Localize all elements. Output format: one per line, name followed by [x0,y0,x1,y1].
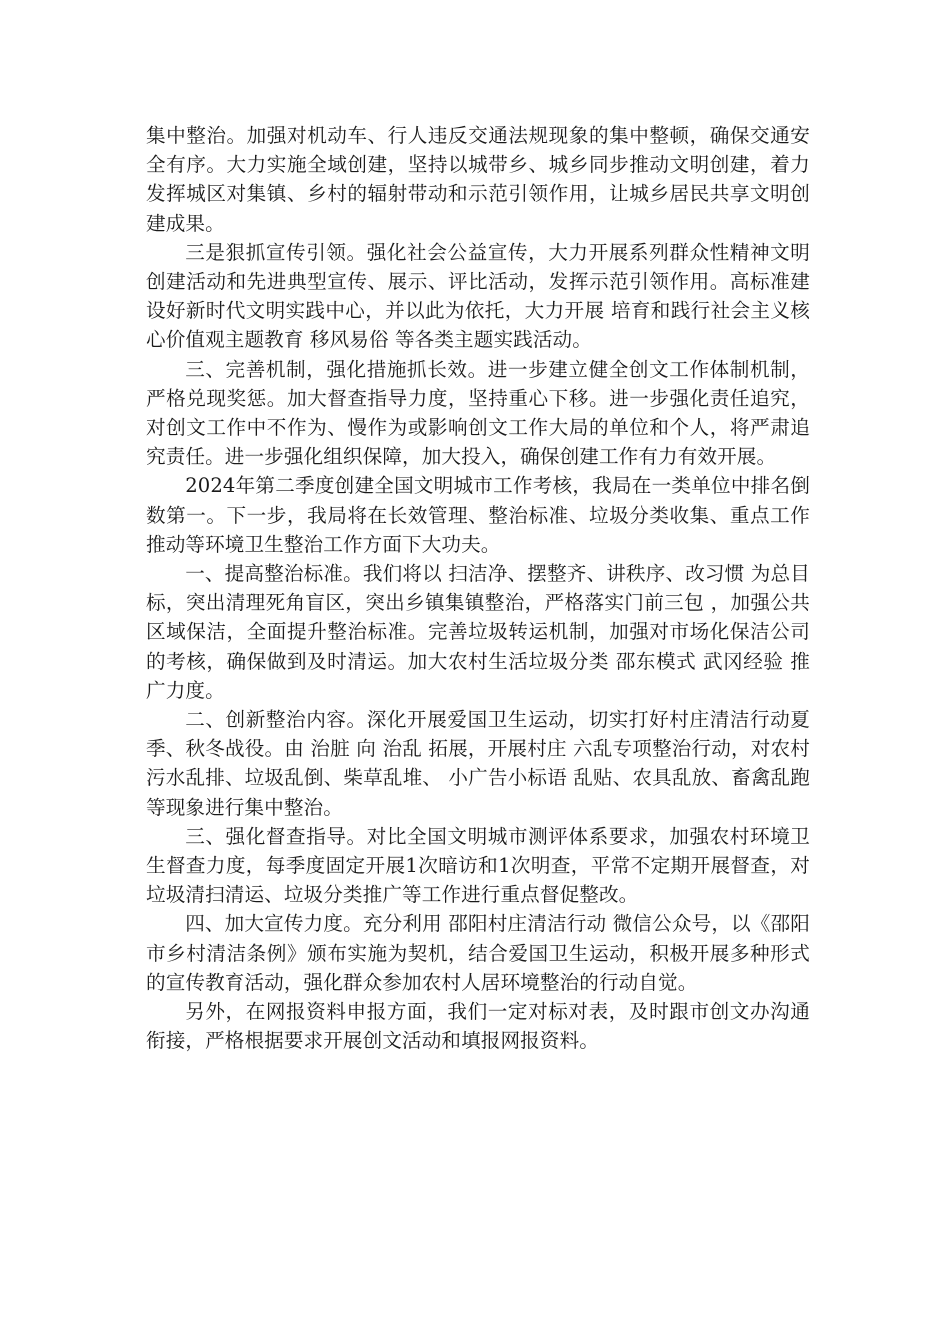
paragraph: 四、加大宣传力度。充分利用 邵阳村庄清洁行动 微信公众号，以《邵阳市乡村清洁条例》颁布实施为契机，结合爱国卫生运动，积极开展多种形式的宣传教育活动，强化群众参加农村人居环境整治的行动自觉。 [146,912,810,994]
paragraph: 2024年第二季度创建全国文明城市工作考核，我局在一类单位中排名倒数第一。下一步，我局将在长效管理、整治标准、垃圾分类收集、重点工作推动等环境卫生整治工作方面下大功夫。 [146,474,810,556]
document-body [146,121,810,1056]
paragraph: 三、强化督查指导。对比全国文明城市测评体系要求，加强农村环境卫生督查力度，每季度固定开展1次暗访和1次明查，平常不定期开展督查，对垃圾清扫清运、垃圾分类推广等工作进行重点督促整改。 [146,824,810,907]
paragraph: 二、创新整治内容。深化开展爱国卫生运动，切实打好村庄清洁行动夏季、秋冬战役。由 治脏 向 治乱 拓展，开展村庄 六乱专项整治行动，对农村污水乱排、垃圾乱倒、柴草乱堆、 小广告小标语 乱贴、农具乱放、畜禽乱跑等现象进行集中整治。 [146,708,810,819]
paragraph: 另外，在网报资料申报方面，我们一定对标对表，及时跟市创文办沟通衔接，严格根据要求开展创文活动和填报网报资料。 [146,1000,810,1053]
paragraph: 三是狠抓宣传引领。强化社会公益宣传，大力开展系列群众性精神文明创建活动和先进典型宣传、展示、评比活动，发挥示范引领作用。高标准建设好新时代文明实践中心，并以此为依托，大力开展 培育和践行社会主义核心价值观主题教育 移风易俗 等各类主题实践活动。 [146,240,810,352]
paragraph: 一、提高整治标准。我们将以 扫洁净、摆整齐、讲秩序、改习惯 为总目标，突出清理死角盲区，突出乡镇集镇整治，严格落实门前三包 ，加强公共区域保洁，全面提升整治标准。完善垃圾转运机制，加强对市场化保洁公司的考核，确保做到及时清运。加大农村生活垃圾分类 邵东模式 武冈经验 推广力度。 [146,562,810,702]
paragraph-continued: 集中整治。加强对机动车、行人违反交通法规现象的集中整顿，确保交通安全有序。大力实施全域创建，坚持以城带乡、城乡同步推动文明创建，着力发挥城区对集镇、乡村的辐射带动和示范引领作用，让城乡居民共享文明创建成果。 [146,124,810,235]
paragraph: 三、完善机制，强化措施抓长效。进一步建立健全创文工作体制机制，严格兑现奖惩。加大督查指导力度，坚持重心下移。进一步强化责任追究，对创文工作中不作为、慢作为或影响创文工作大局的单位和个人，将严肃追究责任。进一步强化组织保障，加大投入，确保创建工作有力有效开展。 [146,357,810,469]
